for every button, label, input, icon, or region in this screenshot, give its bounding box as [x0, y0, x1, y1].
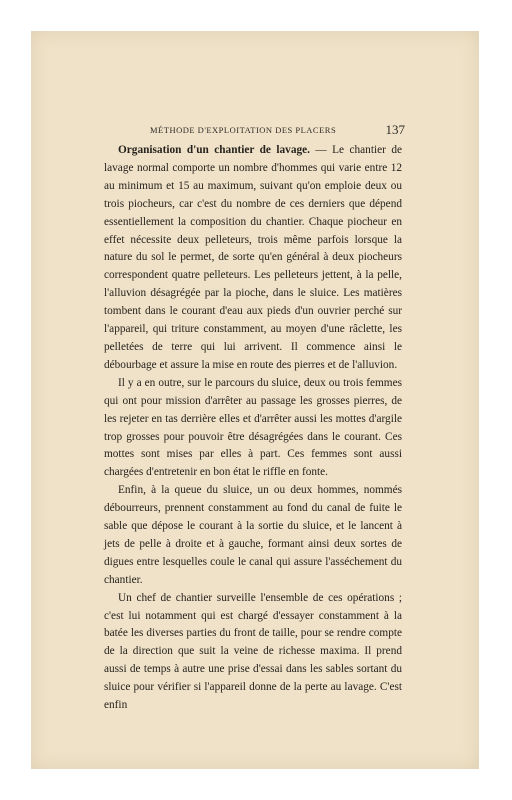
page-number: 137	[385, 122, 405, 137]
body-text	[104, 142, 402, 715]
paragraph-2: Il y a en outre, sur le parcours du sluice, deux ou trois femmes qui ont pour mission d'arrêter au passage les grosses pierres, de les rejeter en tas derrière elles et d'arrêter aussi les mottes d'argile trop grosses pour pouvoir être désagrégées dans le courant. Ces mottes sont mises par elles à part. Ces femmes sont aussi chargées d'entretenir en bon état le riffle en fonte.	[104, 376, 402, 479]
paragraph-1	[104, 142, 402, 375]
running-head	[150, 122, 405, 138]
section-heading: Organisation d'un chantier de lavage.	[118, 144, 310, 156]
paragraph-3: Enfin, à la queue du sluice, un ou deux hommes, nommés débourreurs, prennent constamment au fond du canal de fuite le sable que dépose le courant à la sortie du sluice, et le lancent à jets de pelle à droite et à gauche, formant ainsi deux sortes de digues entre lesquelles coule le canal qui assure l'asséchement du chantier.	[104, 484, 402, 586]
paragraph-1-text: — Le chantier de lavage normal comporte un nombre d'hommes qui varie entre 12 au minimum et 15 au maximum, suivant qu'on emploie deux ou trois piocheurs, car c'est du nombre de ces derniers que dépend essentiellement la composition du chantier. Chaque piocheur en effet nécessite deux pelleteurs, trois même parfois lorsque la nature du sol le permet, de sorte qu'en général à deux piocheurs correspondent quatre pelleteurs. Les pelleteurs jettent, à la pelle, l'alluvion désagrégée par la pioche, dans le sluice. Les matières tombent dans le courant d'eau aux pieds d'un ouvrier perché sur l'appareil, qui triture constamment, au moyen d'une râclette, les pelletées de terre qui lui arrivent. Il commence ainsi le débourbage et assure la mise en route des pierres et de l'alluvion.	[104, 144, 402, 371]
running-title: MÉTHODE D'EXPLOITATION DES PLACERS	[150, 125, 337, 135]
paragraph-4: Un chef de chantier surveille l'ensemble de ces opérations ; c'est lui notamment qui est chargé d'essayer constamment à la batée les diverses parties du front de taille, pour se rendre compte de la direction que suit la veine de richesse maxima. Il prend aussi de temps à autre une prise d'essai dans les sables sortant du sluice pour vérifier si l'appareil donne de la perte au lavage. C'est enfin	[104, 591, 402, 712]
